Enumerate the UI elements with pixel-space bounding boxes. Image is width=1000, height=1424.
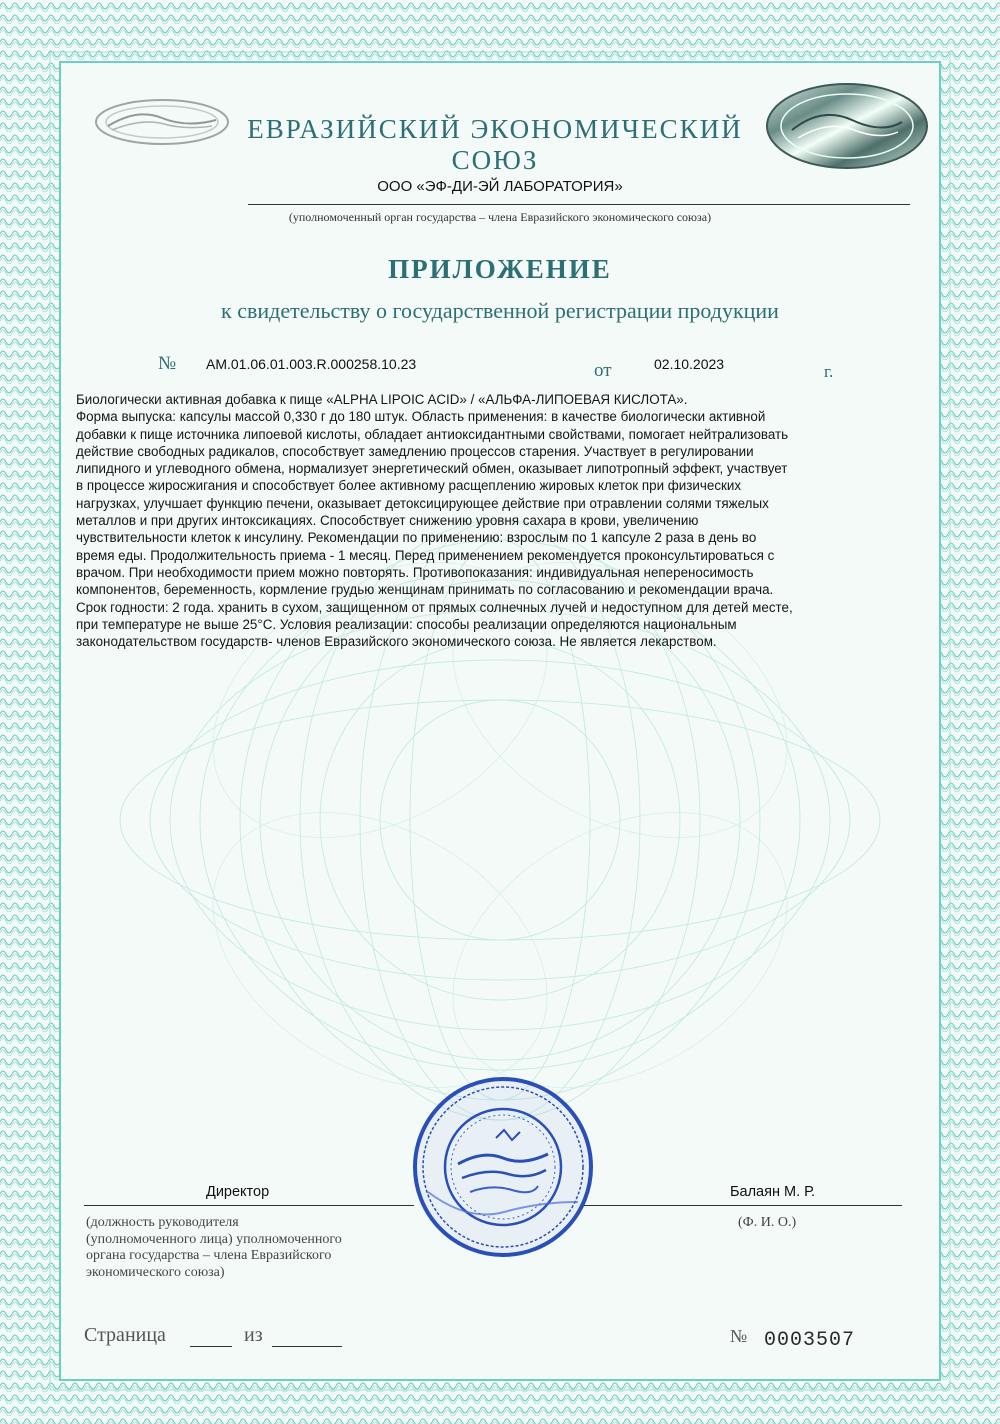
description-line: нагрузках, улучшает функцию печени, оказывает детоксицирующее действие при отравлении солями тяжелых: [76, 495, 769, 511]
description-line: Биологически активная добавка к пище «ALPHA LIPOIC ACID» / «АЛЬФА-ЛИПОЕВАЯ КИСЛОТА».: [76, 392, 688, 407]
description-line: Срок годности: 2 года. хранить в сухом, защищенном от прямых солнечных лучей и недоступном для детей месте,: [76, 599, 793, 615]
organization-name: ООО «ЭФ-ДИ-ЭЙ ЛАБОРАТОРИЯ»: [377, 178, 623, 195]
year-suffix: г.: [824, 362, 834, 381]
serial-number: 0003507: [764, 1329, 856, 1352]
name-caption: (Ф. И. О.): [738, 1215, 797, 1230]
description-line: добавки к пище источника липоевой кислоты, обладает антиоксидантными свойствами, помогает нейтрализовать: [76, 426, 789, 442]
page-total-line: [272, 1346, 342, 1347]
position-caption: [86, 1215, 416, 1281]
product-description: [76, 391, 926, 650]
document-title: ПРИЛОЖЕНИЕ: [388, 254, 612, 284]
number-sign: №: [158, 353, 177, 374]
description-line: время еды. Продолжительность приема - 1 месяц. Перед применением рекомендуется проконсультироваться с: [76, 547, 775, 563]
position-line: [84, 1205, 414, 1206]
name-line: [582, 1205, 902, 1206]
description-line: законодательством государств- членов Евразийского экономического союза. Не является лекарством.: [76, 634, 717, 650]
description-line: при температуре не выше 25°С. Условия реализации: способы реализации определяются национальным: [76, 616, 737, 632]
description-line: липидного и углеводного обмена, нормализует энергетический обмен, оказывает липотропный эффект, участвует: [76, 461, 788, 477]
union-title: ЕВРАЗИЙСКИЙ ЭКОНОМИЧЕСКИЙ СОЮЗ: [247, 114, 743, 175]
description-line: в процессе жиросжигания и способствует более активному расщеплению жировых клеток при физических: [76, 478, 742, 494]
organization-caption: (уполномоченный орган государства – члена Евразийского экономического союза): [288, 210, 712, 224]
position-caption-line: (уполномоченного лица) уполномоченного: [86, 1231, 342, 1247]
document-subtitle: к свидетельству о государственной регистрации продукции: [221, 298, 779, 323]
round-seal-stamp-icon: [408, 1072, 598, 1262]
signatory-position: Директор: [206, 1184, 270, 1200]
position-caption-line: (должность руководителя: [86, 1215, 239, 1230]
page-label: Страница: [84, 1324, 166, 1346]
position-caption-line: экономического союза): [86, 1264, 225, 1280]
description-line: Форма выпуска: капсулы массой 0,330 г до 180 штук. Область применения: в качестве биологически активной: [76, 409, 766, 425]
registration-number: AM.01.06.01.003.R.000258.10.23: [206, 356, 417, 372]
date-from-label: от: [594, 360, 612, 381]
description-line: действие свободных радикалов, способствует замедлению процессов старения. Участвует в регулировании: [76, 443, 754, 459]
serial-number-sign: №: [730, 1326, 748, 1346]
signatory-name: Балаян М. Р.: [730, 1184, 816, 1200]
position-caption-line: органа государства – члена Евразийского: [86, 1248, 332, 1263]
page-number-line: [190, 1346, 232, 1347]
description-line: врачом. При необходимости прием можно повторять. Противопоказания: индивидуальная непереносимость: [76, 564, 754, 580]
description-line: компонентов, беременность, кормление грудью женщинам принимать по согласованию и рекомендации врача.: [76, 582, 774, 598]
organization-underline: [248, 204, 910, 205]
page-of-label: из: [244, 1324, 263, 1346]
registration-date: 02.10.2023: [654, 356, 725, 372]
description-line: чувствительности клеток к инсулину. Рекомендации по применению: взрослым по 1 капсуле 2 раза в день во: [76, 530, 757, 546]
description-line: металлов и при других интоксикациях. Способствует снижению уровня сахара в крови, увеличению: [76, 513, 699, 529]
